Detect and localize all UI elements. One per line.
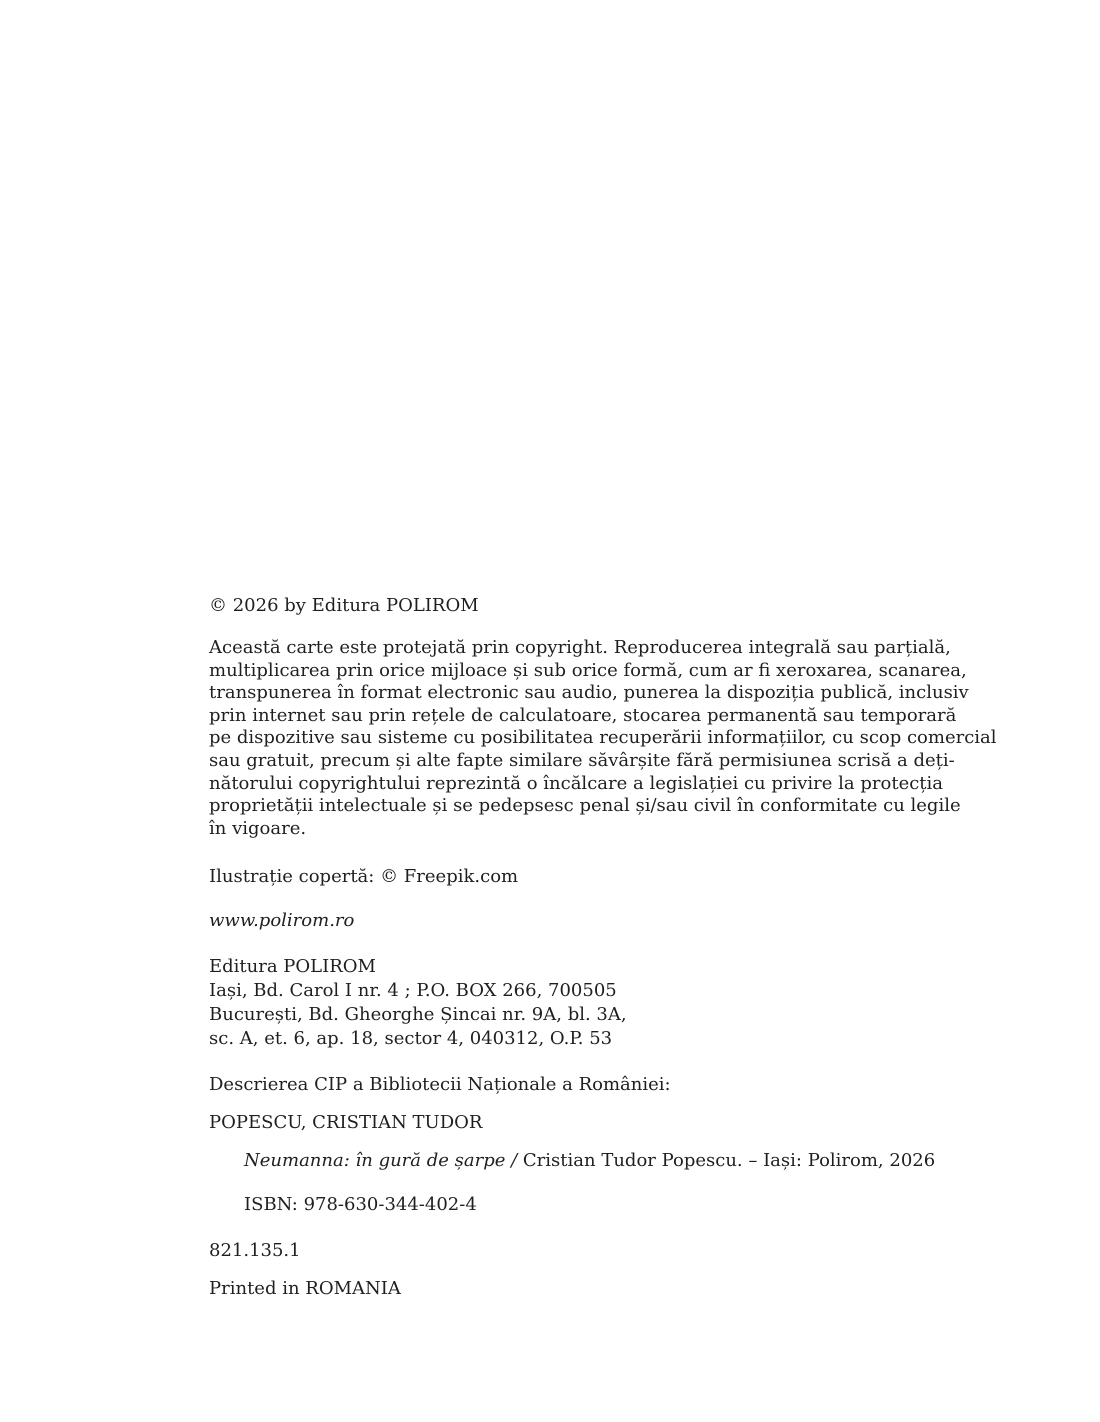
legal-line: proprietății intelectuale și se pedepsesc penal și/sau civil în conformitate cu legile bbox=[209, 795, 961, 817]
legal-line: pe dispozitive sau sisteme cu posibilitatea recuperării informațiilor, cu scop comercial bbox=[209, 727, 997, 749]
publisher-name: Editura POLIROM bbox=[209, 956, 376, 977]
legal-line: transpunerea în format electronic sau audio, punerea la dispoziția publică, inclusiv bbox=[209, 682, 969, 704]
legal-line: multiplicarea prin orice mijloace și sub orice formă, cum ar fi xeroxarea, scanarea, bbox=[209, 659, 967, 681]
legal-line: prin internet sau prin rețele de calculatoare, stocarea permanentă sau temporară bbox=[209, 704, 957, 726]
legal-line: Această carte este protejată prin copyright. Reproducerea integrală sau parțială, bbox=[209, 637, 951, 658]
cip-heading: Descrierea CIP a Bibliotecii Naționale a României: bbox=[209, 1074, 671, 1095]
address-line: București, Bd. Gheorghe Șincai nr. 9A, bl. 3A, bbox=[209, 1004, 627, 1025]
cover-illustration-credit: Ilustrație copertă: © Freepik.com bbox=[209, 866, 519, 887]
address-line: sc. A, et. 6, ap. 18, sector 4, 040312, O.P. 53 bbox=[209, 1028, 613, 1049]
address-line: Iași, Bd. Carol I nr. 4 ; P.O. BOX 266, 700505 bbox=[209, 980, 617, 1001]
legal-paragraph bbox=[209, 637, 997, 840]
publisher-address bbox=[209, 955, 627, 1051]
copyright-notice: © 2026 by Editura POLIROM bbox=[209, 595, 479, 616]
legal-line: nătorului copyrightului reprezintă o încălcare a legislației cu privire la protecția bbox=[209, 772, 944, 794]
book-title-details: Cristian Tudor Popescu. – Iași: Polirom, 2026 bbox=[517, 1150, 936, 1171]
legal-line: în vigoare. bbox=[209, 817, 307, 839]
legal-line: sau gratuit, precum și alte fapte similare săvârșite fără permisiunea scrisă a deți- bbox=[209, 749, 955, 771]
website-link[interactable]: www.polirom.ro bbox=[209, 910, 355, 931]
isbn: ISBN: 978-630-344-402-4 bbox=[244, 1194, 477, 1215]
cip-author: POPESCU, CRISTIAN TUDOR bbox=[209, 1112, 483, 1133]
printed-in: Printed in ROMANIA bbox=[209, 1278, 401, 1299]
cip-title-line bbox=[244, 1149, 935, 1173]
classification-code: 821.135.1 bbox=[209, 1240, 301, 1261]
book-title: Neumanna: în gură de șarpe / bbox=[244, 1150, 518, 1171]
